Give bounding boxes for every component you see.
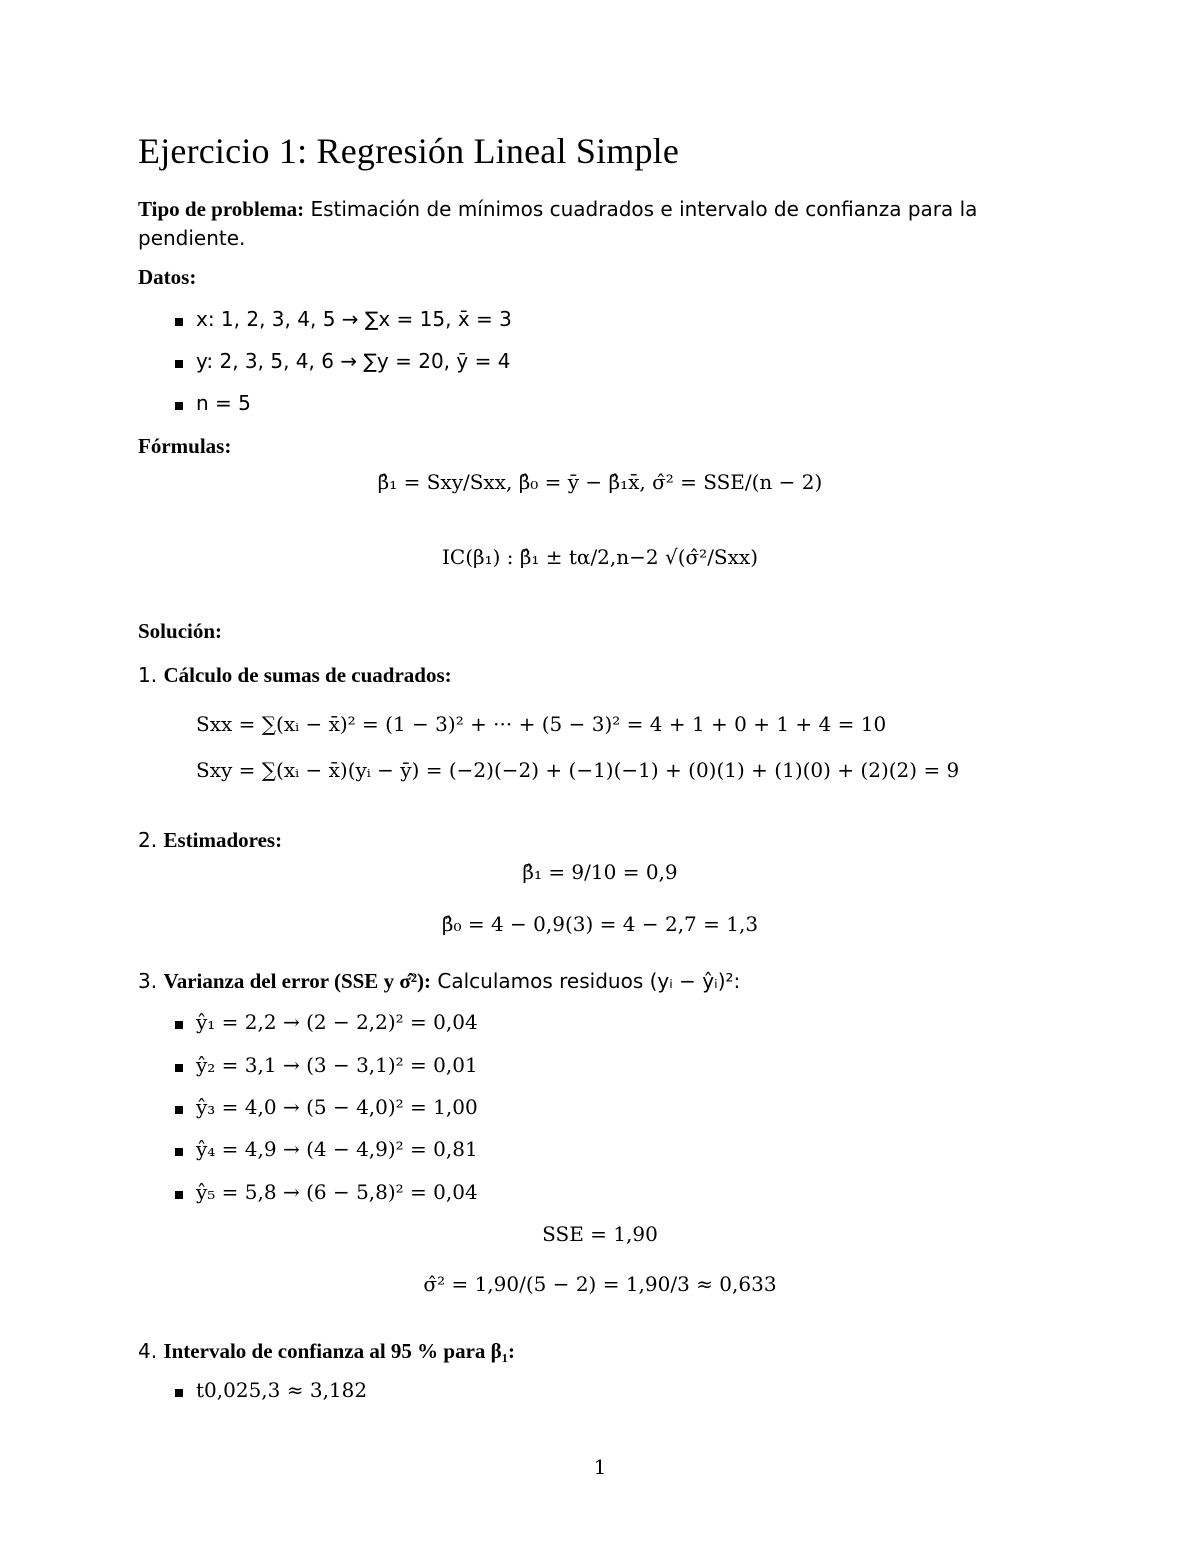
residual-item: ŷ₂ = 3,1 → (3 − 3,1)² = 0,01 — [196, 1053, 478, 1077]
bullet-icon — [175, 1191, 183, 1199]
step3-heading: Varianza del error (SSE y σ̂²): — [163, 969, 432, 993]
formula-estimators: β̂₁ = Sxy/Sxx, β̂₀ = ȳ − β̂₁x̄, σ̂² = SSE/(n − 2) — [377, 470, 823, 494]
step4-heading: Intervalo de confianza al 95 % para β₁: — [163, 1339, 516, 1363]
step1-number: 1. — [138, 663, 158, 687]
page-number: 1 — [593, 1455, 607, 1479]
datos-item-y: y: 2, 3, 5, 4, 6 → ∑y = 20, ȳ = 4 — [196, 349, 511, 373]
step2-title — [138, 826, 282, 854]
bullet-icon — [175, 1021, 183, 1029]
step3-number: 3. — [138, 969, 158, 993]
residual-item: ŷ₄ = 4,9 → (4 − 4,9)² = 0,81 — [196, 1137, 478, 1161]
datos-item-x: x: 1, 2, 3, 4, 5 → ∑x = 15, x̄ = 3 — [196, 307, 512, 331]
step1-heading: Cálculo de sumas de cuadrados: — [163, 663, 452, 687]
bullet-icon — [175, 318, 183, 326]
t-value-item: t0,025,3 ≈ 3,182 — [196, 1378, 368, 1402]
sxx-equation: Sxx = ∑(xᵢ − x̄)² = (1 − 3)² + ··· + (5 − 3)² = 4 + 1 + 0 + 1 + 4 = 10 — [196, 712, 887, 736]
bullet-icon — [175, 360, 183, 368]
datos-item-n: n = 5 — [196, 391, 251, 415]
step3-title — [138, 967, 740, 995]
beta1-equation: β̂₁ = 9/10 = 0,9 — [522, 860, 678, 884]
bullet-icon — [175, 1064, 183, 1072]
residual-item: ŷ₃ = 4,0 → (5 − 4,0)² = 1,00 — [196, 1095, 478, 1119]
solucion-heading: Solución: — [138, 619, 223, 643]
sxy-equation: Sxy = ∑(xᵢ − x̄)(yᵢ − ȳ) = (−2)(−2) + (−1)(−1) + (0)(1) + (1)(0) + (2)(2) = 9 — [196, 758, 960, 782]
problem-type-text-continued: pendiente. — [138, 226, 246, 250]
residual-item: ŷ₅ = 5,8 → (6 − 5,8)² = 0,04 — [196, 1180, 478, 1204]
step4-title — [138, 1337, 515, 1365]
beta0-equation: β̂₀ = 4 − 0,9(3) = 4 − 2,7 = 1,3 — [441, 912, 759, 936]
sigma-equation: σ̂² = 1,90/(5 − 2) = 1,90/3 ≈ 0,633 — [423, 1272, 777, 1296]
datos-heading: Datos: — [138, 265, 197, 289]
step2-number: 2. — [138, 828, 158, 852]
step2-heading: Estimadores: — [163, 828, 283, 852]
formulas-heading: Fórmulas: — [138, 434, 232, 458]
problem-type-label: Tipo de problema: — [138, 197, 305, 221]
step3-text: Calculamos residuos (yᵢ − ŷᵢ)²: — [431, 969, 741, 993]
bullet-icon — [175, 402, 183, 410]
residual-item: ŷ₁ = 2,2 → (2 − 2,2)² = 0,04 — [196, 1010, 478, 1034]
formula-confidence-interval: IC(β₁) : β̂₁ ± tα/2,n−2 √(σ̂²/Sxx) — [442, 545, 758, 569]
problem-type-text: Estimación de mínimos cuadrados e intervalo de confianza para la — [304, 197, 978, 221]
page-title: Ejercicio 1: Regresión Lineal Simple — [138, 131, 680, 171]
step4-number: 4. — [138, 1339, 158, 1363]
sse-equation: SSE = 1,90 — [542, 1222, 658, 1246]
bullet-icon — [175, 1148, 183, 1156]
problem-type — [138, 195, 977, 223]
step1-title — [138, 661, 452, 689]
bullet-icon — [175, 1389, 183, 1397]
bullet-icon — [175, 1106, 183, 1114]
